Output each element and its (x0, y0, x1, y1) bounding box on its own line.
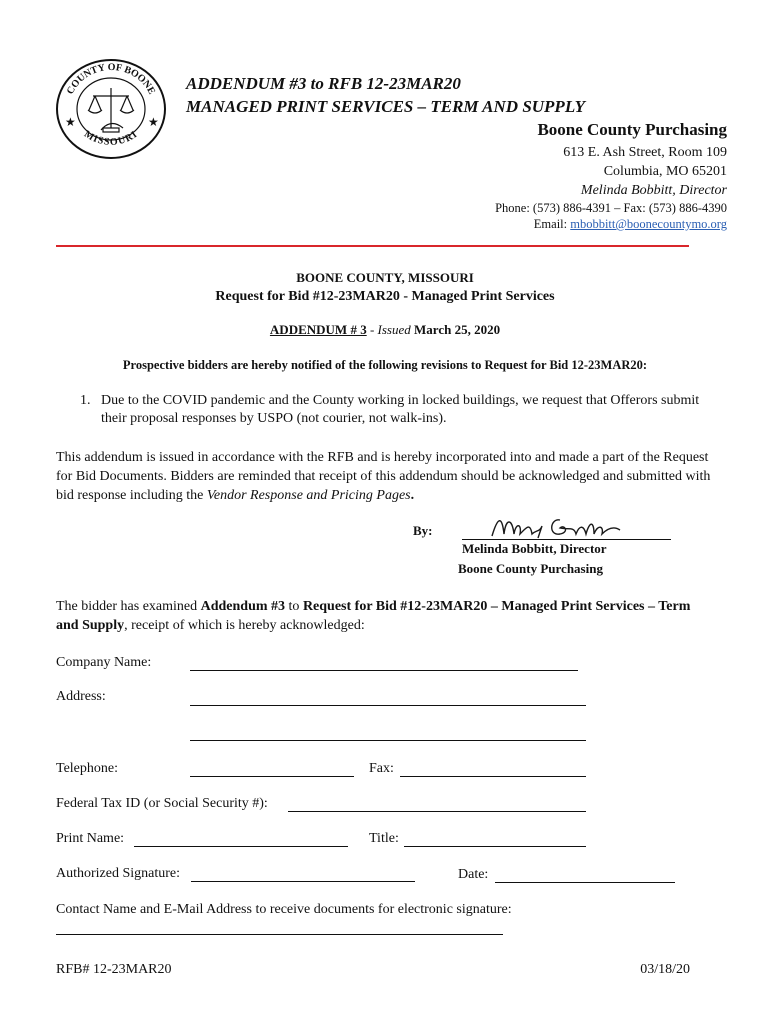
director-name: Melinda Bobbitt, Director (580, 183, 727, 198)
address-field-2[interactable] (190, 740, 586, 741)
title-field[interactable] (404, 846, 586, 847)
address-field-1[interactable] (190, 705, 586, 706)
company-name-label: Company Name: (56, 655, 152, 670)
print-name-label: Print Name: (56, 831, 125, 846)
footer-date: 03/18/20 (640, 962, 690, 977)
seal-top-text: COUNTY OF BOONE (64, 61, 158, 97)
by-label: By: (413, 523, 433, 538)
county-heading: BOONE COUNTY, MISSOURI (296, 270, 474, 285)
svg-text:Melinda Bobbitt: Melinda Bobbitt (490, 512, 497, 513)
signature-line (462, 539, 671, 540)
issued-date: March 25, 2020 (410, 322, 501, 337)
authorized-signature-label: Authorized Signature: (56, 866, 181, 881)
email-label: Email: (533, 217, 568, 231)
fax-label: Fax: (369, 761, 394, 776)
addendum-issued-line (0, 322, 770, 338)
city-address: Columbia, MO 65201 (603, 164, 727, 179)
signer-title: Boone County Purchasing (458, 561, 603, 576)
header-divider (56, 245, 689, 247)
acknowledgement-text: The bidder has examined Addendum #3 to Request for Bid #12-23MAR20 – Managed Print Services – Term and Supply, receipt of which is hereby acknowledged: (56, 599, 691, 633)
svg-text:★: ★ (148, 115, 159, 129)
date-label: Date: (458, 867, 489, 882)
addendum-sep: - (366, 322, 378, 337)
issued-label: Issued (377, 322, 411, 337)
county-seal (55, 58, 167, 160)
telephone-field[interactable] (190, 776, 354, 777)
tax-id-label: Federal Tax ID (or Social Security #): (56, 796, 268, 811)
street-address: 613 E. Ash Street, Room 109 (563, 145, 727, 160)
email-line (534, 217, 727, 232)
authorized-signature-field[interactable] (191, 881, 415, 882)
tax-id-field[interactable] (288, 811, 586, 812)
list-item-text: Due to the COVID pandemic and the County working in locked buildings, we request that Offerors submit their proposal responses by USPO (not courier, not walk-ins). (101, 393, 700, 426)
addendum-paragraph (56, 448, 726, 505)
print-name-field[interactable] (134, 846, 348, 847)
signer-name: Melinda Bobbitt, Director (462, 541, 607, 556)
org-name: Boone County Purchasing (537, 120, 727, 139)
addendum-subtitle: MANAGED PRINT SERVICES – TERM AND SUPPLY (186, 97, 585, 116)
phone-fax: Phone: (573) 886-4391 – Fax: (573) 886-4390 (495, 201, 727, 215)
footer-rfb-number: RFB# 12-23MAR20 (56, 962, 172, 977)
company-name-field[interactable] (190, 670, 578, 671)
paragraph-text: This addendum is issued in accordance with the RFB and is hereby incorporated into and made a part of the Request for Bid Documents. Bidders are reminded that receipt of this addendum should be acknowledged and submitted with bid response including the (56, 450, 711, 503)
request-heading: Request for Bid #12-23MAR20 - Managed Print Services (215, 289, 555, 304)
notice-text: Prospective bidders are hereby notified of the following revisions to Request for Bid 12-23MAR20: (122, 358, 648, 372)
seal-bottom-text: MISSOURI (82, 128, 141, 148)
paragraph-italic: Vendor Response and Pricing Pages (206, 488, 411, 503)
date-field[interactable] (495, 882, 675, 883)
svg-text:★: ★ (65, 115, 76, 129)
contact-field[interactable] (56, 934, 503, 935)
list-item-number: 1. (80, 393, 91, 408)
addendum-title: ADDENDUM #3 to RFB 12-23MAR20 (186, 74, 461, 93)
title-label: Title: (369, 831, 399, 846)
fax-field[interactable] (400, 776, 586, 777)
paragraph-end: . (410, 488, 415, 503)
scales-icon (88, 88, 134, 132)
address-label: Address: (56, 689, 106, 704)
telephone-label: Telephone: (56, 761, 118, 776)
handwritten-signature (490, 512, 630, 542)
addendum-number: ADDENDUM # 3 (269, 322, 367, 337)
contact-label: Contact Name and E-Mail Address to receive documents for electronic signature: (56, 902, 512, 917)
email-link[interactable]: mbobbitt@boonecountymo.org (570, 217, 727, 231)
